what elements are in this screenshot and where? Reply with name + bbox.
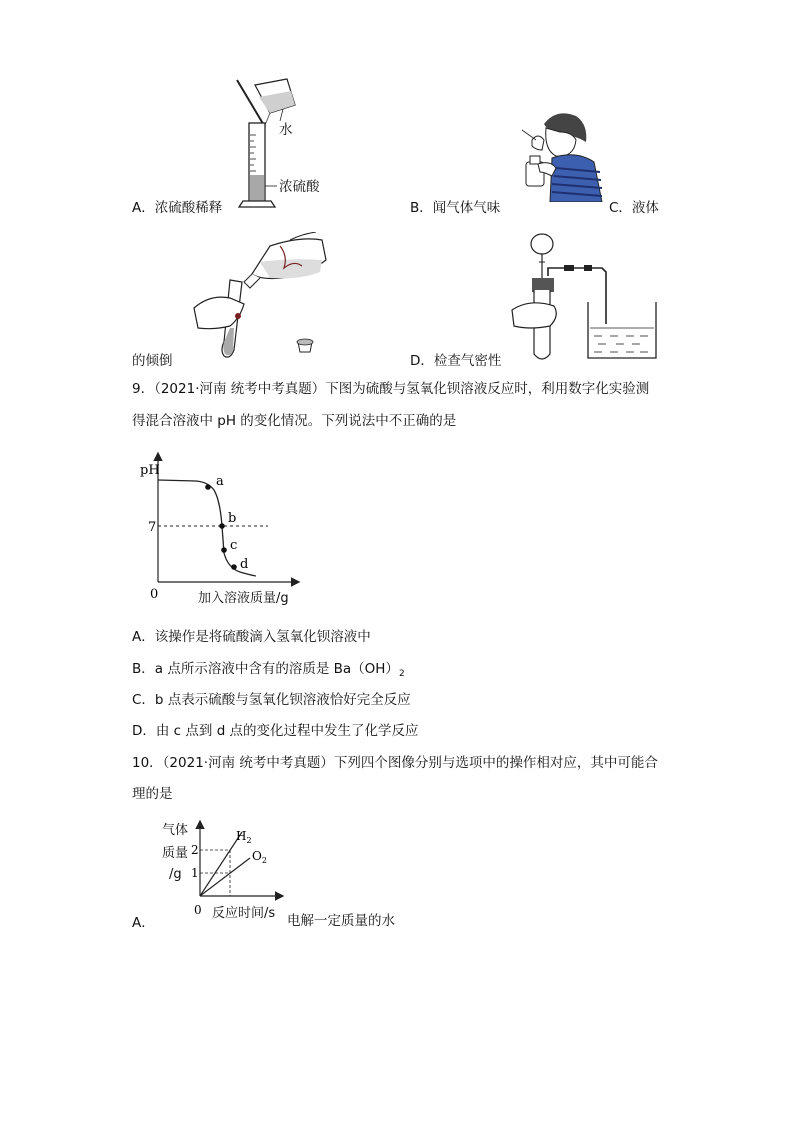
q10-stem-line1: 10．（2021·河南 统考中考真题）下列四个图像分别与选项中的操作相对应，其中可能合 xyxy=(132,755,658,771)
y-tick-1: 1 xyxy=(191,866,199,880)
q9-option-b xyxy=(132,660,405,683)
q9-option-b-subscript: 2 xyxy=(398,669,405,679)
ph-origin-label: 0 xyxy=(150,587,159,602)
q10-option-a-text: 电解一定质量的水 xyxy=(287,913,395,929)
h2-label-sub: 2 xyxy=(246,836,252,845)
q8-option-a: A．浓硫酸稀释 xyxy=(132,200,223,216)
point-c-label: c xyxy=(230,538,238,553)
gas-x-axis-label: 反应时间/s xyxy=(212,906,276,921)
ph-x-axis-label: 加入溶液质量/g xyxy=(198,591,289,606)
airtightness-figure xyxy=(510,232,660,362)
q10-option-a-label: A． xyxy=(132,915,155,931)
point-c xyxy=(221,547,227,553)
o2-label xyxy=(252,849,267,865)
conc-acid-label: 浓硫酸 xyxy=(279,179,320,195)
water-label: 水 xyxy=(279,122,293,138)
q8-option-c-part2: 的倾倒 xyxy=(132,353,173,369)
gas-ylabel-line2: 质量 xyxy=(162,846,189,861)
q9-option-c: C．b 点表示硫酸与氢氧化钡溶液恰好完全反应 xyxy=(132,692,411,708)
smelling-gas-figure xyxy=(516,110,606,202)
q9-option-d: D．由 c 点到 d 点的变化过程中发生了化学反应 xyxy=(132,723,419,739)
o2-label-main: O xyxy=(252,849,262,863)
point-d xyxy=(231,564,237,570)
q8-option-c-part1: C．液体 xyxy=(609,200,659,216)
h2-label xyxy=(236,829,252,845)
point-d-label: d xyxy=(240,557,249,572)
y-tick-2: 2 xyxy=(191,843,199,857)
q10-stem-line2: 理的是 xyxy=(132,786,173,802)
o2-line xyxy=(200,858,250,896)
point-a xyxy=(205,484,211,490)
q9-stem-line2: 得混合溶液中 pH 的变化情况。下列说法中不正确的是 xyxy=(132,413,457,429)
q9-stem-line1: 9．（2021·河南 统考中考真题）下图为硫酸与氢氧化钡溶液反应时，利用数字化实验测 xyxy=(132,381,650,397)
q8-option-b: B．闻气体气味 xyxy=(410,200,501,216)
ph7-label: 7 xyxy=(148,520,157,535)
q9-option-a: A．该操作是将硫酸滴入氢氧化钡溶液中 xyxy=(132,629,371,645)
point-b xyxy=(219,523,225,529)
h2-label-main: H xyxy=(236,829,247,843)
q8-option-d: D．检查气密性 xyxy=(410,353,502,369)
gas-ylabel-line1: 气体 xyxy=(162,823,189,838)
o2-label-sub: 2 xyxy=(261,856,267,865)
gas-origin-label: 0 xyxy=(194,903,202,917)
q9-option-b-text: B．a 点所示溶液中含有的溶质是 Ba（OH） xyxy=(132,661,399,677)
point-a-label: a xyxy=(216,474,224,489)
gas-ylabel-line3: /g xyxy=(169,867,182,882)
ph-chart xyxy=(138,450,308,610)
point-b-label: b xyxy=(228,511,237,526)
ph-axis-label: pH xyxy=(140,463,160,478)
pouring-liquid-figure xyxy=(190,232,340,362)
